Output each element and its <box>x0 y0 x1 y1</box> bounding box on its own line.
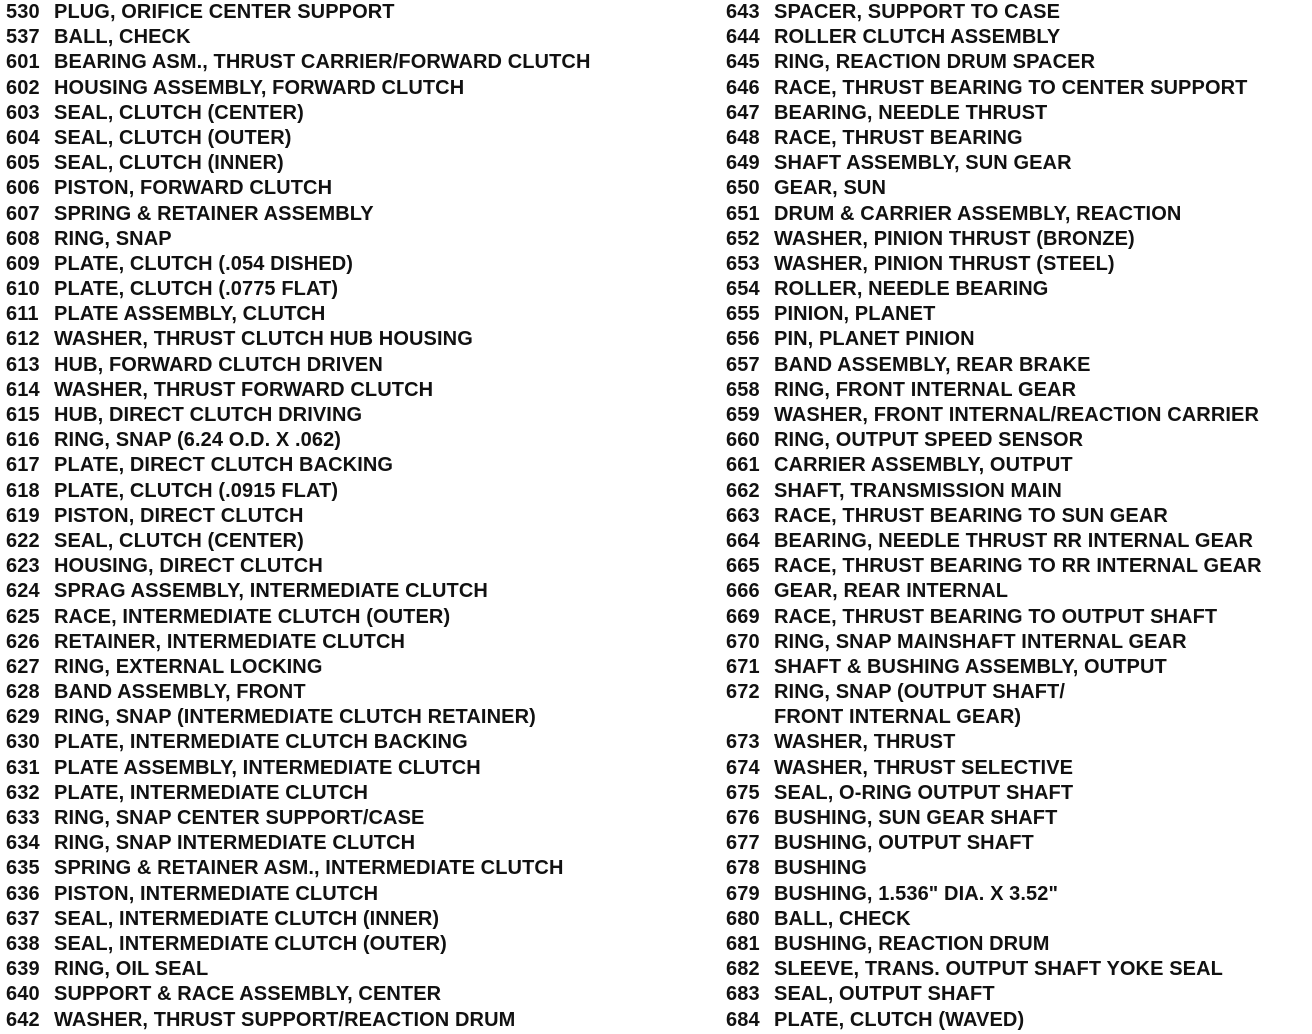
part-list-item <box>726 101 1312 126</box>
part-description: RING, SNAP <box>54 227 172 250</box>
part-description: WASHER, PINION THRUST (STEEL) <box>774 252 1115 275</box>
part-list-item <box>726 50 1312 75</box>
part-description: BALL, CHECK <box>54 26 191 49</box>
part-list-item <box>726 655 1312 680</box>
part-description: PLATE, INTERMEDIATE CLUTCH BACKING <box>54 731 468 754</box>
part-description: RING, SNAP (INTERMEDIATE CLUTCH RETAINER) <box>54 706 536 729</box>
part-description: PLATE, CLUTCH (.0915 FLAT) <box>54 479 339 502</box>
part-number: 625 <box>6 605 40 628</box>
part-number: 658 <box>726 378 760 401</box>
part-description: SEAL, O-RING OUTPUT SHAFT <box>774 781 1074 804</box>
part-description: RING, SNAP (6.24 O.D. X .062) <box>54 429 342 452</box>
part-description: BUSHING, OUTPUT SHAFT <box>774 832 1034 855</box>
part-list-item <box>6 227 656 252</box>
part-list-item <box>726 781 1312 806</box>
part-number: 629 <box>6 706 40 729</box>
part-number: 682 <box>726 958 760 981</box>
part-description: RING, EXTERNAL LOCKING <box>54 655 323 678</box>
part-description: CARRIER ASSEMBLY, OUTPUT <box>774 454 1073 477</box>
part-list-item <box>6 327 656 352</box>
part-number: 683 <box>726 983 760 1006</box>
part-number: 610 <box>6 278 40 301</box>
part-list-item <box>726 756 1312 781</box>
part-number: 617 <box>6 454 40 477</box>
part-description: SHAFT & BUSHING ASSEMBLY, OUTPUT <box>774 655 1167 678</box>
part-description: PLATE, CLUTCH (.054 DISHED) <box>54 252 354 275</box>
part-list-item <box>726 453 1312 478</box>
part-list-item <box>6 403 656 428</box>
part-description: BEARING, NEEDLE THRUST <box>774 101 1048 124</box>
part-number: 607 <box>6 202 40 225</box>
part-description: BUSHING, 1.536" DIA. X 3.52" <box>774 882 1059 905</box>
part-description: RING, REACTION DRUM SPACER <box>774 51 1096 74</box>
part-number: 631 <box>6 756 40 779</box>
part-list-item <box>726 1008 1312 1033</box>
part-number: 653 <box>726 252 760 275</box>
part-description: HOUSING, DIRECT CLUTCH <box>54 555 323 578</box>
part-number: 681 <box>726 932 760 955</box>
part-list-item <box>6 25 656 50</box>
part-description: BUSHING, SUN GEAR SHAFT <box>774 807 1058 829</box>
part-description: WASHER, PINION THRUST (BRONZE) <box>774 227 1135 250</box>
part-number: 677 <box>726 832 760 855</box>
part-number: 639 <box>6 958 40 981</box>
part-description: WASHER, THRUST FORWARD CLUTCH <box>54 378 434 401</box>
part-list-item <box>726 982 1312 1007</box>
part-list-item <box>726 202 1312 227</box>
part-description: SEAL, INTERMEDIATE CLUTCH (INNER) <box>54 907 440 930</box>
part-list-item <box>6 655 656 680</box>
part-description: SPRAG ASSEMBLY, INTERMEDIATE CLUTCH <box>54 580 488 603</box>
part-number: 537 <box>6 26 40 49</box>
part-description: PLATE, INTERMEDIATE CLUTCH <box>54 781 369 804</box>
part-description: SEAL, CLUTCH (CENTER) <box>54 529 304 552</box>
part-description: PIN, PLANET PINION <box>774 328 975 351</box>
part-list-item <box>6 705 656 730</box>
part-list-item <box>726 378 1312 403</box>
part-number: 627 <box>6 655 40 678</box>
part-number: 647 <box>726 101 760 124</box>
part-number: 675 <box>726 781 760 804</box>
part-description: PLATE ASSEMBLY, INTERMEDIATE CLUTCH <box>54 756 481 779</box>
part-list-item <box>726 705 1312 730</box>
part-description: PLATE ASSEMBLY, CLUTCH <box>54 303 326 326</box>
part-list-item <box>6 504 656 529</box>
part-number: 660 <box>726 429 760 452</box>
part-list-item <box>726 529 1312 554</box>
part-description: ROLLER CLUTCH ASSEMBLY <box>774 26 1061 49</box>
part-list-item <box>6 176 656 201</box>
part-description: PLATE, CLUTCH (.0775 FLAT) <box>54 278 339 301</box>
part-list-item <box>6 957 656 982</box>
part-number: 613 <box>6 353 40 376</box>
part-list-item <box>6 882 656 907</box>
part-number: 657 <box>726 353 760 376</box>
part-list-item <box>726 302 1312 327</box>
part-description: GEAR, REAR INTERNAL <box>774 580 1009 603</box>
part-description: SEAL, CLUTCH (INNER) <box>54 152 284 175</box>
part-description: FRONT INTERNAL GEAR) <box>774 706 1022 729</box>
part-list-item <box>6 529 656 554</box>
part-list-item <box>6 76 656 101</box>
part-number: 684 <box>726 1008 760 1031</box>
part-description: BEARING ASM., THRUST CARRIER/FORWARD CLUTCH <box>54 51 591 74</box>
part-list-item <box>6 982 656 1007</box>
part-number: 609 <box>6 252 40 275</box>
part-list-item <box>6 1008 656 1033</box>
part-number: 615 <box>6 404 40 426</box>
part-number: 530 <box>6 1 40 23</box>
part-list-item <box>726 680 1312 705</box>
part-description: BALL, CHECK <box>774 907 911 930</box>
part-number: 672 <box>726 681 760 704</box>
part-number: 605 <box>6 152 40 175</box>
part-description: SPRING & RETAINER ASM., INTERMEDIATE CLUTCH <box>54 857 564 880</box>
part-number: 651 <box>726 202 760 225</box>
part-description: BEARING, NEEDLE THRUST RR INTERNAL GEAR <box>774 529 1254 552</box>
part-number: 608 <box>6 227 40 250</box>
part-list-item <box>6 605 656 630</box>
part-number: 643 <box>726 1 760 23</box>
part-list-item <box>6 479 656 504</box>
part-number: 659 <box>726 404 760 426</box>
part-description: RACE, THRUST BEARING TO RR INTERNAL GEAR <box>774 555 1262 578</box>
part-number: 630 <box>6 731 40 754</box>
part-number: 648 <box>726 126 760 149</box>
part-number: 666 <box>726 580 760 603</box>
part-number: 633 <box>6 807 40 829</box>
part-number: 652 <box>726 227 760 250</box>
part-list-item <box>726 252 1312 277</box>
part-number: 614 <box>6 378 40 401</box>
part-list-item <box>726 353 1312 378</box>
part-number: 664 <box>726 529 760 552</box>
part-number: 673 <box>726 731 760 754</box>
part-number: 632 <box>6 781 40 804</box>
part-description: SEAL, INTERMEDIATE CLUTCH (OUTER) <box>54 932 447 955</box>
part-description: PISTON, FORWARD CLUTCH <box>54 177 333 200</box>
part-list-item <box>726 277 1312 302</box>
part-list-item <box>726 730 1312 755</box>
part-number: 603 <box>6 101 40 124</box>
part-number: 622 <box>6 529 40 552</box>
part-list-item <box>6 756 656 781</box>
part-description: SPACER, SUPPORT TO CASE <box>774 1 1061 23</box>
part-list-item <box>6 781 656 806</box>
part-list-item <box>726 957 1312 982</box>
part-number: 680 <box>726 907 760 930</box>
part-list-item <box>6 252 656 277</box>
part-list-item <box>6 831 656 856</box>
part-number: 650 <box>726 177 760 200</box>
part-description: SLEEVE, TRANS. OUTPUT SHAFT YOKE SEAL <box>774 958 1223 981</box>
part-number: 640 <box>6 983 40 1006</box>
part-list-item <box>6 353 656 378</box>
part-number: 624 <box>6 580 40 603</box>
part-list-item <box>726 831 1312 856</box>
part-list-item <box>726 554 1312 579</box>
part-list-item <box>6 856 656 881</box>
part-list-item <box>6 151 656 176</box>
part-number: 638 <box>6 932 40 955</box>
part-list-item <box>6 126 656 151</box>
part-description: RING, SNAP MAINSHAFT INTERNAL GEAR <box>774 630 1187 653</box>
part-list-item <box>726 479 1312 504</box>
part-description: ROLLER, NEEDLE BEARING <box>774 278 1049 301</box>
part-description: SHAFT ASSEMBLY, SUN GEAR <box>774 152 1072 175</box>
part-description: HUB, FORWARD CLUTCH DRIVEN <box>54 353 383 376</box>
part-number: 612 <box>6 328 40 351</box>
part-list-item <box>726 151 1312 176</box>
part-list-item <box>726 504 1312 529</box>
part-number: 619 <box>6 504 40 527</box>
part-description: RING, SNAP CENTER SUPPORT/CASE <box>54 807 425 829</box>
part-description: SEAL, OUTPUT SHAFT <box>774 983 995 1006</box>
part-number: 606 <box>6 177 40 200</box>
part-list-item <box>726 176 1312 201</box>
part-description: SEAL, CLUTCH (OUTER) <box>54 126 292 149</box>
part-list-item <box>6 453 656 478</box>
part-list-item <box>726 856 1312 881</box>
part-number: 611 <box>6 303 39 326</box>
part-description: RING, FRONT INTERNAL GEAR <box>774 378 1077 401</box>
part-list-item <box>6 378 656 403</box>
part-number: 646 <box>726 76 760 99</box>
part-description: WASHER, THRUST SUPPORT/REACTION DRUM <box>54 1008 516 1031</box>
part-list-item <box>6 730 656 755</box>
part-number: 665 <box>726 555 760 578</box>
part-number: 671 <box>726 655 760 678</box>
part-list-item <box>6 806 656 831</box>
part-number: 636 <box>6 882 40 905</box>
part-description: PLATE, CLUTCH (WAVED) <box>774 1008 1025 1031</box>
part-number: 618 <box>6 479 40 502</box>
part-number: 661 <box>726 454 760 477</box>
part-number: 602 <box>6 76 40 99</box>
part-number: 663 <box>726 504 760 527</box>
part-description: PINION, PLANET <box>774 303 936 326</box>
part-number: 679 <box>726 882 760 905</box>
part-description: PISTON, INTERMEDIATE CLUTCH <box>54 882 379 905</box>
parts-list-right-column <box>726 0 1312 1033</box>
part-list-item <box>6 0 656 25</box>
part-description: PLUG, ORIFICE CENTER SUPPORT <box>54 1 395 23</box>
part-number: 654 <box>726 278 760 301</box>
part-number: 656 <box>726 328 760 351</box>
part-description: RING, SNAP INTERMEDIATE CLUTCH <box>54 832 416 855</box>
part-number: 623 <box>6 555 40 578</box>
part-description: BAND ASSEMBLY, REAR BRAKE <box>774 353 1091 376</box>
part-number: 669 <box>726 605 760 628</box>
part-description: RACE, THRUST BEARING <box>774 126 1023 149</box>
part-number: 628 <box>6 681 40 704</box>
part-description: DRUM & CARRIER ASSEMBLY, REACTION <box>774 202 1182 225</box>
part-description: SHAFT, TRANSMISSION MAIN <box>774 479 1062 502</box>
part-description: SPRING & RETAINER ASSEMBLY <box>54 202 374 225</box>
part-number: 634 <box>6 832 40 855</box>
part-description: PLATE, DIRECT CLUTCH BACKING <box>54 454 394 477</box>
part-list-item <box>726 579 1312 604</box>
part-list-item <box>6 50 656 75</box>
part-list-item <box>726 126 1312 151</box>
part-list-item <box>726 0 1312 25</box>
part-list-item <box>6 680 656 705</box>
part-number: 649 <box>726 152 760 175</box>
part-number: 670 <box>726 630 760 653</box>
part-number: 604 <box>6 126 40 149</box>
part-list-item <box>726 806 1312 831</box>
part-description: GEAR, SUN <box>774 177 887 200</box>
part-number: 601 <box>6 51 40 74</box>
part-number: 678 <box>726 857 760 880</box>
part-list-item <box>6 428 656 453</box>
part-number: 616 <box>6 429 40 452</box>
part-number: 642 <box>6 1008 40 1031</box>
part-description: BAND ASSEMBLY, FRONT <box>54 681 306 704</box>
part-number: 635 <box>6 857 40 880</box>
part-description: BUSHING <box>774 857 867 880</box>
part-description: RING, OUTPUT SPEED SENSOR <box>774 429 1084 452</box>
part-description: RACE, THRUST BEARING TO CENTER SUPPORT <box>774 76 1248 99</box>
part-description: SEAL, CLUTCH (CENTER) <box>54 101 304 124</box>
part-description: BUSHING, REACTION DRUM <box>774 932 1050 955</box>
part-description: RETAINER, INTERMEDIATE CLUTCH <box>54 630 406 653</box>
part-list-item <box>726 76 1312 101</box>
part-description: WASHER, THRUST <box>774 731 956 754</box>
part-list-item <box>6 907 656 932</box>
part-description: WASHER, FRONT INTERNAL/REACTION CARRIER <box>774 404 1260 426</box>
part-list-item <box>726 428 1312 453</box>
part-number: 626 <box>6 630 40 653</box>
part-list-item <box>726 605 1312 630</box>
part-number: 674 <box>726 756 760 779</box>
part-description: RACE, INTERMEDIATE CLUTCH (OUTER) <box>54 605 451 628</box>
part-list-item <box>6 202 656 227</box>
part-number: 655 <box>726 303 760 326</box>
part-description: RING, SNAP (OUTPUT SHAFT/ <box>774 681 1066 704</box>
part-list-item <box>6 101 656 126</box>
part-description: HOUSING ASSEMBLY, FORWARD CLUTCH <box>54 76 465 99</box>
part-description: WASHER, THRUST SELECTIVE <box>774 756 1074 779</box>
part-description: PISTON, DIRECT CLUTCH <box>54 504 304 527</box>
part-list-item <box>6 554 656 579</box>
part-list-item <box>6 579 656 604</box>
part-list-item <box>6 277 656 302</box>
part-list-item <box>726 907 1312 932</box>
part-list-item <box>726 327 1312 352</box>
part-list-item <box>6 932 656 957</box>
part-description: HUB, DIRECT CLUTCH DRIVING <box>54 404 363 426</box>
part-list-item <box>726 403 1312 428</box>
part-list-item <box>6 302 656 327</box>
part-number: 645 <box>726 51 760 74</box>
part-description: WASHER, THRUST CLUTCH HUB HOUSING <box>54 328 473 351</box>
part-number: 676 <box>726 807 760 829</box>
part-number: 644 <box>726 26 760 49</box>
part-description: RING, OIL SEAL <box>54 958 209 981</box>
part-list-item <box>726 630 1312 655</box>
parts-list-left-column <box>6 0 656 1033</box>
part-description: SUPPORT & RACE ASSEMBLY, CENTER <box>54 983 442 1006</box>
part-description: RACE, THRUST BEARING TO OUTPUT SHAFT <box>774 605 1218 628</box>
part-description: RACE, THRUST BEARING TO SUN GEAR <box>774 504 1168 527</box>
part-list-item <box>726 882 1312 907</box>
part-list-item <box>6 630 656 655</box>
part-number: 637 <box>6 907 40 930</box>
part-list-item <box>726 25 1312 50</box>
part-list-item <box>726 932 1312 957</box>
part-number: 662 <box>726 479 760 502</box>
part-list-item <box>726 227 1312 252</box>
